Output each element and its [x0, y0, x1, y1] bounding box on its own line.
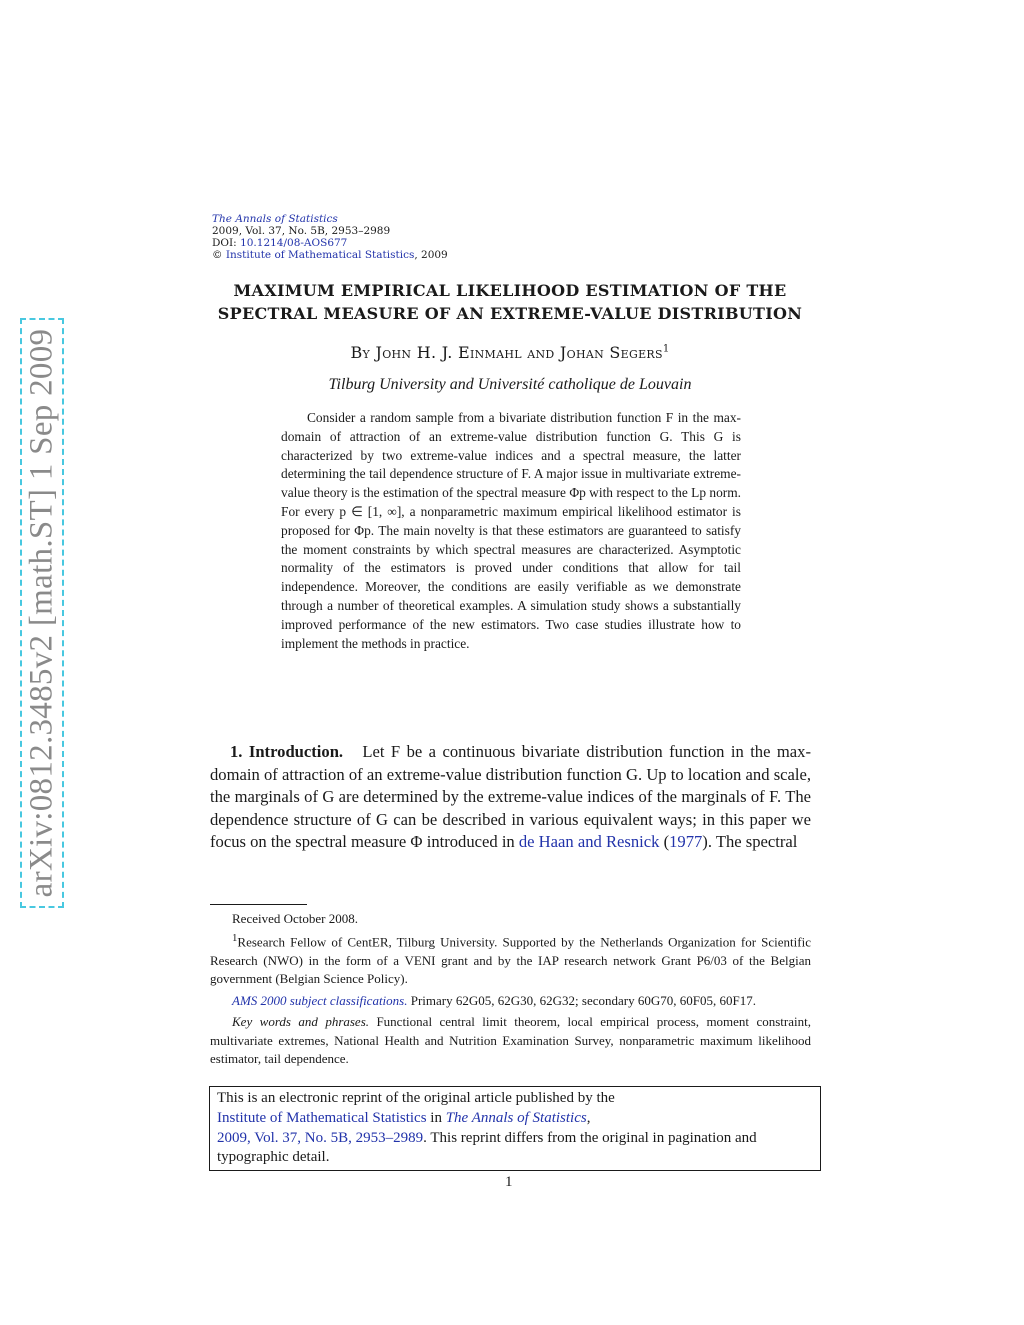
authors [210, 343, 810, 362]
paper-title [210, 279, 810, 325]
reprint-rest: . This reprint differs from the original in pagination and typographic detail. [217, 1129, 757, 1166]
page-number: 1 [505, 1174, 513, 1190]
doi-link[interactable]: 10.1214/08-AOS677 [240, 237, 348, 249]
intro-text: Let F be a continuous bivariate distribution function in the max-domain of attraction of an extreme-value distribution function G. Up to location and scale, the marginals of G are determined by the extreme-value indices of the marginals of F. The dependence structure of G can be described in various equivalent ways; in this paper we focus on the spectral measure Φ introduced in [210, 742, 811, 851]
copyright-year: , 2009 [414, 249, 448, 261]
keywords [210, 1013, 811, 1069]
footnotes [210, 910, 811, 1069]
arxiv-stamp [20, 318, 64, 908]
citation-paren-open: ( [659, 832, 670, 851]
reprint-citation-link[interactable]: 2009, Vol. 37, No. 5B, 2953–2989 [217, 1129, 424, 1146]
reprint-line-1: This is an electronic reprint of the original article published by the [217, 1090, 615, 1106]
support-footnote-mark: 1 [232, 931, 238, 944]
support-footnote [210, 929, 811, 989]
ams-codes: Primary 62G05, 62G30, 62G32; secondary 60G70, 60F05, 60F17. [407, 992, 756, 1008]
title-line-2: SPECTRAL MEASURE OF AN EXTREME-VALUE DISTRIBUTION [217, 304, 803, 323]
journal-name-link[interactable]: The Annals of Statistics [212, 213, 338, 225]
affiliation: Tilburg University and Université catholique de Louvain [328, 376, 692, 393]
reprint-comma: , [586, 1109, 591, 1126]
doi-line [212, 237, 448, 249]
section-heading: 1. Introduction. [230, 742, 344, 761]
footnote-rule [210, 904, 307, 905]
author-footnote-mark[interactable]: 1 [662, 343, 670, 355]
doi-label: DOI: [212, 237, 241, 249]
journal-volume: 2009, Vol. 37, No. 5B, 2953–2989 [212, 225, 391, 237]
copyright-line [212, 249, 448, 261]
received-date: Received October 2008. [232, 911, 358, 926]
reprint-in: in [426, 1109, 446, 1126]
arxiv-identifier: arXiv:0812.3485v2 [math.ST] 1 Sep 2009 [23, 328, 60, 898]
introduction-paragraph [210, 741, 811, 854]
abstract: Consider a random sample from a bivariate distribution function F in the max-domain of attraction of an extreme-value distribution function G. This G is characterized by two extreme-value indices and a spectral measure, the latter determining the tail dependence structure of F. A major issue in multivariate extreme-value theory is the estimation of the spectral measure Φp with respect to the Lp norm. For every p ∈ [1, ∞], a nonparametric maximum empirical likelihood estimator is proposed for Φp. The main novelty is that these estimators are guaranteed to satisfy the moment constraints by which spectral measures are characterized. Asymptotic normality of the estimators is proved under conditions that allow for tail independence. Moreover, the conditions are easily verifiable as we demonstrate through a number of theoretical examples. A simulation study shows a substantially improved performance of the new estimators. Two case studies illustrate how to implement the methods in practice. [281, 410, 741, 651]
copyright-icon: © [212, 249, 223, 261]
citation-link[interactable]: de Haan and Resnick [518, 832, 660, 851]
reprint-notice [209, 1086, 821, 1171]
citation-paren-close: ) [702, 832, 708, 851]
keywords-label: Key words and phrases. [232, 1014, 370, 1030]
reprint-journal-link[interactable]: The Annals of Statistics [445, 1109, 587, 1126]
reprint-publisher-link[interactable]: Institute of Mathematical Statistics [217, 1109, 427, 1126]
ams-classification [210, 992, 811, 1011]
journal-header [212, 213, 448, 261]
author-names: By John H. J. Einmahl and Johan Segers [350, 343, 663, 362]
keywords-text: Functional central limit theorem, local empirical process, moment constraint, multivariate extremes, National Health and Nutrition Examination Survey, nonparametric maximum likelihood estimator, tail dependence. [210, 1014, 811, 1067]
title-line-1: MAXIMUM EMPIRICAL LIKELIHOOD ESTIMATION OF THE [233, 281, 787, 300]
publisher-link[interactable]: Institute of Mathematical Statistics [225, 249, 415, 261]
citation-year-link[interactable]: 1977 [669, 832, 703, 851]
ams-classification-link[interactable]: AMS 2000 subject classifications. [232, 992, 408, 1008]
support-text: Research Fellow of CentER, Tilburg University. Supported by the Netherlands Organization for Scientific Research (NWO) in the form of a VENI grant and by the IAP research network Grant P6/03 of the Belgian government (Belgian Science Policy). [210, 933, 811, 987]
intro-text-end: . The spectral [707, 832, 798, 851]
